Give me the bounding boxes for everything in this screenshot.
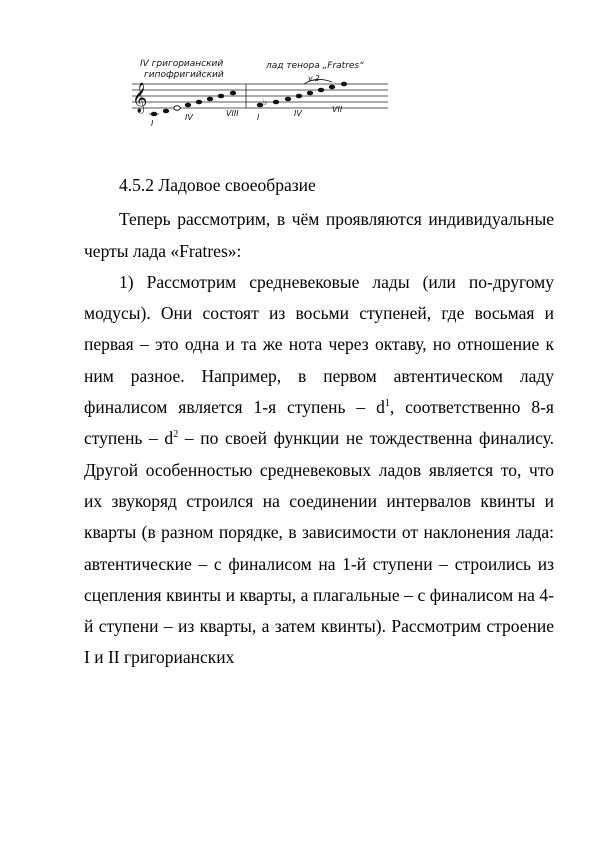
right-marker: v.2 [308,74,320,83]
right-scale-notes [257,79,347,107]
treble-clef-icon: 𝄞 [132,83,148,113]
paragraph-modes-part-a: 1) Рассмотрим средневековые лады (или по-другому модусы). Они состоят из восьми ступеней, где восьмая и первая – это одна и та же нота через октаву, но отношение к ним разное. Например, в первом автентическом ладу финалисом является 1-я ступень – d [84,271,554,418]
left-degree-1: I [151,119,154,128]
superscript-1: 1 [384,398,390,410]
left-caption-line1: IV григорианский [140,59,224,69]
right-degree-4: IV [294,109,302,118]
music-notation-figure [118,40,398,130]
svg-text:♭: ♭ [263,97,268,107]
left-degree-4: IV [185,113,193,122]
section-heading: 4.5.2 Ладовое своеобразие [119,175,316,195]
paragraph-modes-part-c: – по своей функции не тождественна финалису. Другой особенностью средневековых ладов является то, что их звукоряд строился на соединении интервалов квинты и кварты (в разном порядке, в зависимости от наклонения лада: автентические – с финалисом на 1-й ступени – строились из сцепления квинты и кварты, а плагальные – с финалисом на 4-й ступени – из кварты, а затем квинты). Рассмотрим строение I и II григорианских [84,428,555,668]
body-text [84,170,554,674]
left-degree-8: VIII [226,109,239,118]
paragraph-modes-part-b: , соответственно 8-я ступень – d [84,397,554,449]
right-caption: лад тенора „Fratres“ [266,61,364,71]
right-degree-7: VII [332,105,343,114]
paragraph-modes [84,267,554,674]
superscript-2: 2 [173,429,179,441]
left-caption-line2: гипофригийский [144,70,224,80]
right-degree-1: I [257,113,260,122]
paragraph-intro: Теперь рассмотрим, в чём проявляются индивидуальные черты лада «Fratres»: [84,209,554,261]
staff-svg [118,40,398,130]
